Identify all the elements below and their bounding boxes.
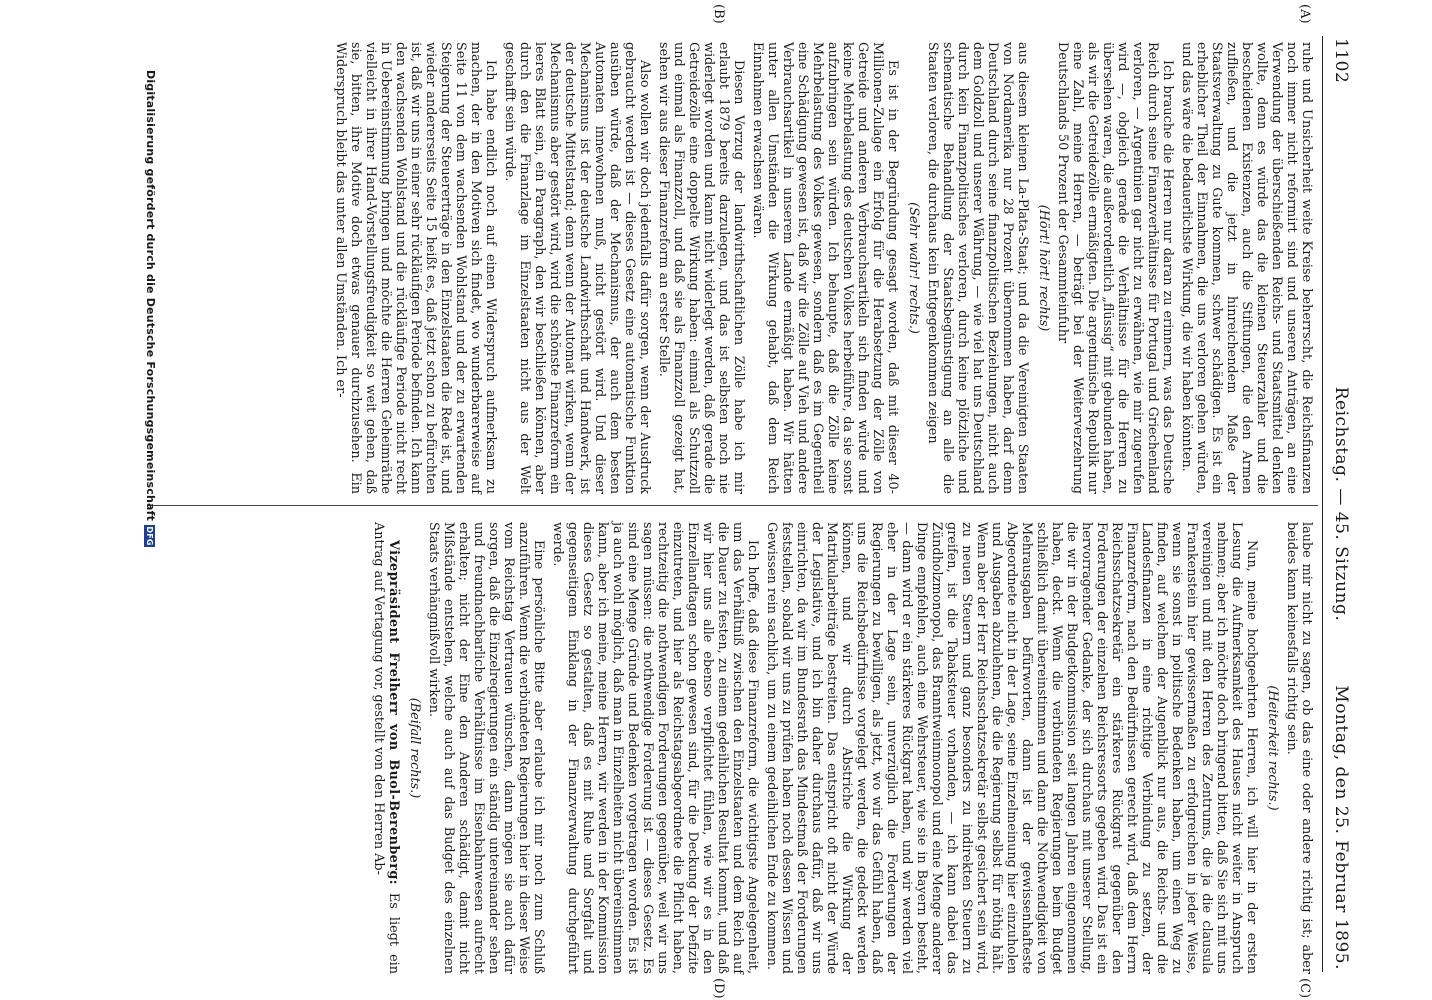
speaker-paragraph (371, 522, 401, 974)
stage-direction: (Beifall rechts.) (407, 697, 422, 799)
paragraph: Es ist in der Begründung gesagt worden, daß mit dieser 40-Millionen-Zulage ein Erfolg für die Herabsetzung der Zölle von Getreide und anderen Verbrauchsartikeln sich finden würde und keine Mehrbelastung des deutschen Volkes herbeiführe, da sie sonst aufzubringen sein würden. Ich behaupte, daß die Zölle keine Mehrbelastung des Volkes gewesen, sondern daß es im Gegentheil eine Schädigung gewesen ist, daß wir die Zölle auf Vieh und andere Verbrauchsartikel in unserem Lande ermäßigt haben. Wir hätten unter allen Umständen die Wirkung gehabt, daß dem Reich Einnahmen erwachsen wären. (750, 42, 900, 494)
paragraph: Also wollen wir doch jedenfalls dafür sorgen, wenn der Ausdruck gebraucht werden ist — dieses Gesetz eine automatische Funktion ausüben würde, daß der Mechanismus, der auch dem besten Automaten innewohnen muß, nicht gestört wird. Und dieser Mechanismus ist der deutsche Landwirthschaft und Handwerk, ist der deutsche Mittelstand; denn wenn der Automat wirken, wenn der Mechanismus aber gestört wird, wird die schönste Finanzreform ein leeres Blatt sein, ein Paragraph, den wir beschließen können, aber durch den die Finanzlage im Einzelstaaten nicht aus der Welt geschafft sein würde. (502, 42, 652, 494)
stage-direction: (Hört! hört! rechts) (1036, 204, 1051, 332)
paragraph: Nun, meine hochgeehrten Herren, ich will hier in der ersten Lesung die Aufmerksamkeit des Hauses nicht weiter in Anspruch nehmen; aber ich möchte doch bringend bitten, daß Sie sich mit uns vereinigen und mit den Herren des Zentrums, die ja die clausula Frankenstein hier gewissermaßen zu erfolgreichen in jeder Weise, wenn sie sonst in politische Bedenken haben, um einen Weg zu finden, auf welchem der Augenblick nur aus, die Reichs- und die Landesfinanzen in eine richtige Verbindung zu setzen, der Finanzreform, nach den Bedürfnissen gerecht wird, daß dem Herrn Reichsschatzsekretär ein stärkeres Rückgrat gegenüber den Forderungen der einzelnen Reichsressorts gegeben wird. Das ist ein hervorragender Gedanke, der sich durchaus mit unserer Stellung, die wir in der Budgetkommission seit langen Jahren eingenommen haben, deckt. Wenn die verbündeten Regierungen beim Budget schließlich damit übereinstimmen und dann die Nothwendigkeit von Mehrausgaben befürworten, dann ist der gewissenhafteste Abgeordnete nicht in der Lage, seine Einzelmeinung hier einzuholen und Ausgaben abzulehnen, die die Regierung selbst für nöthig hält. Wenn aber der Herr Reichsschatzsekretär selbst gesichert sein wird, zu neuen Steuern und ganz besonders zu indirekten Steuern zu greifen, ist die Tabaksteuer vorhanden, — ich kann dabei das Zündholzmonopol, das Branntweinmonopol und eine Menge anderer Dinge empfehlen, auch eine Wehrsteuer, wie sie in Bayern besteht, — dann wird er ein stärkeres Rückgrat haben, und wir werden viel eher in der Lage sein, unverzüglich die Forderungen der Regierungen zu bewilligen, als jetzt, wo wir das Gefühl haben, daß uns die Reichsbedürfnisse vorgelegt werden, die gedeckt werden können, und wir durch Abstriche die Wirkung der Matrikularbeiträge bestreiten. Das entspricht oft nicht der Würde der Legislative, und ich bin daher durchaus dafür, daß wir uns einrichten, da wir im Bundesrath das Mindestmaß der Forderungen feststellen, sobald wir uns zu prüfen haben noch dessen Wissen und Gewissen rein sachlich, um zu einem gedeihlichen Ende zu kommen. (764, 522, 1259, 974)
newspaper-page (141, 4, 1366, 999)
speaker-name: Vizepräsident Freiherr von Buol-Berenberg: (386, 540, 401, 885)
stage-direction: (Sehr wahr! rechts.) (906, 202, 921, 334)
speaker-text: Es liegt ein Antrag auf Vertagung vor, gestellt von den Herren Ab- (371, 522, 401, 974)
page-header (1326, 38, 1356, 970)
paragraph: ruhe und Unsicherheit weite Kreise beherrscht, die Reichsfinanzen noch immer nicht reformirt sind und unseren Anträgen, an eine Verwendung der überschießenden Reichs- und Staatsmittel denken wollte, denn es würde das die kleinen Steuerzahler und die bescheidenen Existenzen, auch die Stiftungen, die den Armen zufließen, und die jetzt in hinreichendem Maße der Staatsverwaltung zu Gute kommen, schwer schädigen. Es ist ein erheblicher Theil der Einnahmen, die uns verloren gehen würden, und das wäre die bedauerlichste Wirkung, die wir haben könnten. (1179, 42, 1314, 494)
page-number: 1102 (1331, 38, 1351, 84)
paragraph: Ich hoffe, daß diese Finanzreform, die wichtigste Angelegenheit, um das Verhältniß zwischen den Einzelstaaten und dem Reich auf die Dauer zu festen, zu einem gedeihlichen Resultat kommt, und daß wir hier uns alle ebenso verpflichtet fühlen, wie wir es in den Einzellandtagen schon gewesen sind, für die Deckung der Defizite einzutreten, und hier als Reichstagsabgeordnete die Pflicht haben, rechtzeitig die nothwendigen Forderungen gegenüber, weil wir uns sagen müssen: die nothwendige Forderung ist — dieses Gesetz. Es sind eine Menge Gründe und Bedenken vorgetragen worden. Es ist ja auch wohl möglich, daß man in Einzelheiten nicht übereinstimmen kann, aber ich meine, meine Herren, wir werden in der Kommission dieses Gesetz so gestalten, daß es mit Ruhe und Sorgfalt und gegenseitigem Einklang in der Finanzverwaltung durchgeführt werde. (550, 522, 760, 974)
margin-marker-c: (C) (1297, 978, 1312, 999)
header-title: Reichstag. — 45. Sitzung. (1331, 386, 1351, 622)
digitization-credit (142, 70, 158, 970)
paragraph: laube mir nicht zu sagen, ob das eine oder andere richtig ist; aber beides kann keinesfalls richtig sein. (1284, 522, 1314, 974)
paragraph: Ich brauche die Herren nur daran zu erinnern, was das Deutsche Reich durch seine Finanzverhältnisse für Portugal und Griechenland verloren, — Argentinien gar nicht zu erwähnen, wie mir zugerufen wird —, obgleich gerade die Verhältnisse für die Herren zu übersehen waren, die außerordentlich „flüssig“ mit gebunden haben, als wir die Getreidezölle ermäßigten. Die argentinische Republik nur eine Zahl, meine Herren, — beträgt bei der Weiterverzehrung Deutschlands 50 Prozent der Gesammteinfuhr (1055, 42, 1175, 494)
paragraph: Diesen Vorzug der landwirthschaftlichen Zölle habe ich mir erlaubt 1879 bereits darzulegen, und das ist selbsten noch nie widerlegt worden und kann nicht widerlegt werden, daß gerade die Getreidezölle eine doppelte Wirkung haben: einmal als Schutzzoll und einmal als Finanzzoll, und daß sie als Finanzzoll gezeigt hat, sehen wir aus dieser Finanzreform an erster Stelle. (656, 42, 746, 494)
paragraph: Eine persönliche Bitte aber erlaube ich mir noch zum Schluß anzuführen. Wenn die verbündeten Regierungen hier in dieser Weise vom Reichstag Vertrauen wünschen, dann mögen sie auch dafür sorgen, daß die Einzelregierungen ein ständig untereinander sehen und freundnachbarliche Verhältnisse im Eisenbahnwesen aufrecht erhalten; nicht der Eine den Anderen schädigt, damit nicht Mißstände entstehen, welche auch auf das Budget des einzelnen Staats verhängnißvoll wirken. (426, 522, 546, 974)
paragraph: Ich habe endlich noch auf einen Widerspruch aufmerksam zu machen, der in den Motiven sich findet, wo wunderbarerweise auf Seite 11 von dem wachsenden Wohlstand und der zu erwartenden Steigerung der Steuererträge in den Einzelstaaten die Rede ist, und wieder andererseits Seite 15 heißt es, daß jetzt schon zu befürchten ist, daß wir uns in einer sehr rückläufigen Periode befinden. Ich kann den wachsenden Wohlstand und die rückläufige Periode nicht recht in Uebereinstimmung bringen und möchte die Herren Geheimräthe vielleicht in ihrer Hand-Vorstellungsfreudigkeit so weit gehen, daß sie, bitten, ihre Motive doch etwas genauer durchzusehen. Ein Widerspruch bleibt das unter allen Umständen. Ich er- (333, 42, 498, 494)
right-column (371, 522, 1314, 974)
header-rule (1322, 36, 1323, 972)
header-date: Montag, den 25. Februar 1895. (1331, 685, 1351, 970)
paragraph: aus diesem kleinen La-Plata-Staat; und da die Vereinigten Staaten von Nordamerika nur 28 Prozent übernommen haben, darf denn Deutschland durch seine finanzpolitischen Beziehungen, nicht auch dem Goldzoll und unserer Währung, — wie viel hat uns Deutschland durch kein Finanzpolitisches verloren, durch keine plötzliche und schematische Behandlung der Staatsbegünstigung an alle die Staaten verloren, die durchaus kein Entgegenkommen zeigen (925, 42, 1030, 494)
margin-marker-d: (D) (711, 978, 726, 999)
dfg-logo: DFG (145, 526, 155, 546)
left-column (149, 42, 1314, 494)
margin-marker-a: (A) (1297, 4, 1312, 24)
column-divider (148, 505, 1318, 506)
stage-direction: (Heiterkeit rechts.) (1265, 685, 1280, 811)
credit-text: Digitalisierung gefördert durch die Deutsche Forschungsgemeinschaft (144, 70, 157, 522)
margin-marker-b: (B) (711, 4, 726, 24)
